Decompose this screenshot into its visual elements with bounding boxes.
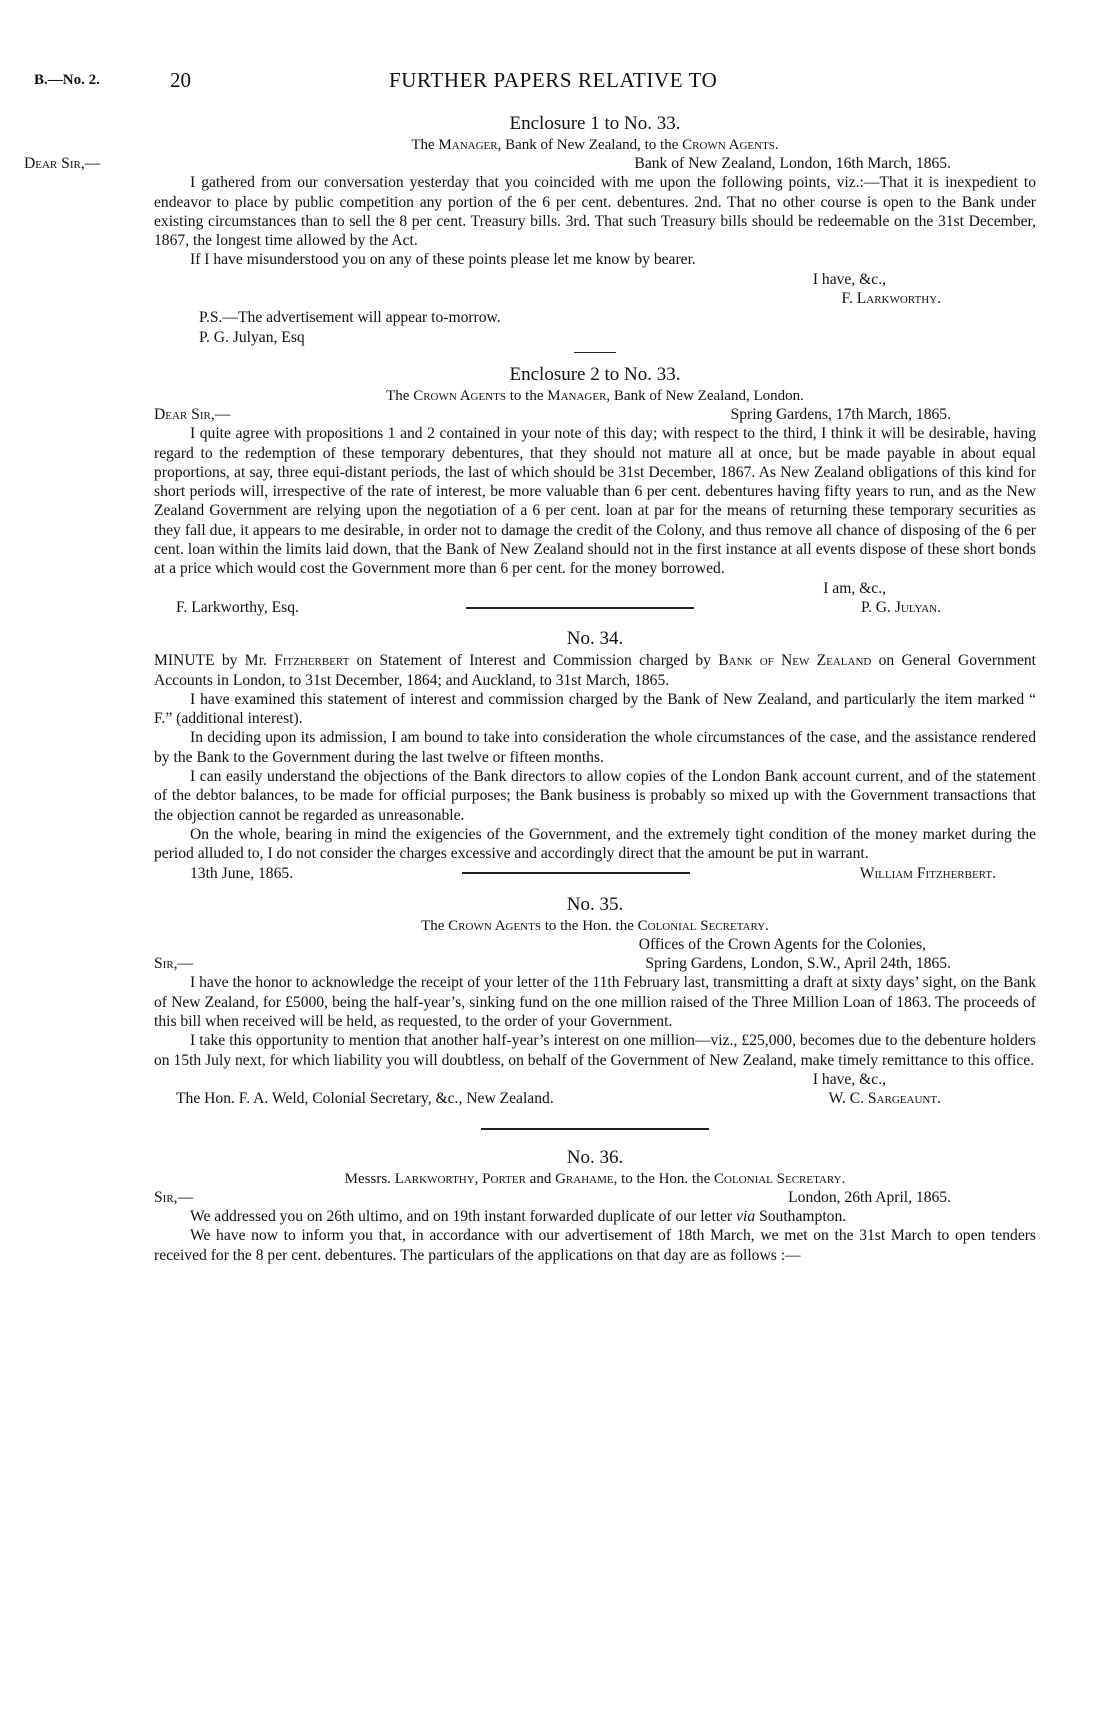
running-title: FURTHER PAPERS RELATIVE TO xyxy=(389,68,718,92)
paragraph: I quite agree with propositions 1 and 2 contained in your note of this day; with respect to the third, I think it will be desirable, having regard to the redemption of these temporary debentures, that they should not mature all at once, but be made payable in about equal proportions, at say, three equi-distant periods, the last of which should be 31st December, 1867. As New Zealand obligations of this kind for short periods will, irrespective of the rate of interest, be more valuable than 6 per cent. debentures having fifty years to run, and as the New Zealand Government are relying upon the negotiation of a 6 per cent. loan at par for the means of returning these temporary securities as they fall due, it appears to me desirable, in order not to damage the credit of the Colony, and thus remove all chance of disposing of the 6 per cent. loan within the limits laid down, that the Bank of New Zealand should not in the first instance at all events dispose of these short bonds at a price which would cost the Government more than 6 per cent. for the money borrowed. xyxy=(154,425,1036,578)
no-35-sign-row xyxy=(176,1089,1036,1108)
text: . xyxy=(765,917,769,934)
addressee: P. G. Julyan, Esq xyxy=(199,328,305,346)
place-date: London, 26th April, 1865. xyxy=(788,1188,951,1206)
place-date: Bank of New Zealand, London, 16th March, 1865. xyxy=(634,155,951,172)
signature: P. G. Julyan. xyxy=(861,598,941,616)
text: Manager xyxy=(438,137,498,153)
closing: I have, &c., xyxy=(812,1070,886,1088)
paragraph: I have the honor to acknowledge the receipt of your letter of the 11th February last, transmitting a draft at sixty days’ sight, on the Bank of New Zealand, for £5000, being the half-year’s, sinking fund on the one million raised of the Three Million Loan of 1863. The proceeds of this bill when received will be held, as requested, to the order of your Government. xyxy=(154,974,1036,1030)
no-35 xyxy=(154,893,1036,1138)
salutation: Dear Sir,— xyxy=(154,405,231,423)
text: Crown Agents xyxy=(448,917,541,934)
paragraph: I take this opportunity to mention that another half-year’s interest on one million—viz., £25,000, becomes due to the debenture holders on 15th July next, for which liability you will doubtless, on behalf of the Government of New Zealand, make timely remittance to this office. xyxy=(154,1032,1036,1069)
spacer xyxy=(154,883,1036,893)
content-column xyxy=(24,112,1036,1265)
enclosure-2-sign-row xyxy=(176,598,1036,617)
text: , Bank of New Zealand, to the xyxy=(497,137,683,153)
text: MINUTE by Mr. xyxy=(154,652,275,670)
enclosure-1-address-line xyxy=(24,154,1036,173)
page-number: 20 xyxy=(170,68,191,92)
enclosure-1-heading: Enclosure 1 to No. 33. xyxy=(509,113,681,134)
text: Manager xyxy=(547,387,607,404)
enclosure-2-subheading xyxy=(154,387,1036,405)
text: and xyxy=(525,1170,556,1187)
text: , to the Hon. the xyxy=(613,1170,715,1187)
text: via xyxy=(736,1208,756,1226)
paragraph: We have now to inform you that, in accordance with our advertisement of 18th March, we met on the 31st March to open tenders received for the 8 per cent. debentures. The particulars of the applications on that day are as follows :— xyxy=(154,1227,1036,1264)
no-34-sign-row xyxy=(190,864,1036,883)
no-35-heading: No. 35. xyxy=(566,893,624,915)
enclosure-2-address-line xyxy=(154,405,1036,424)
salutation: Sir,— xyxy=(154,955,194,973)
document-reference: B.—No. 2. xyxy=(34,72,100,88)
text: The xyxy=(421,917,449,934)
text: on Statement of Interest and Commission charged by xyxy=(349,652,719,670)
no-34-heading: No. 34. xyxy=(566,628,624,650)
closing: I have, &c., xyxy=(812,270,886,288)
text: Southampton. xyxy=(755,1208,847,1226)
no-36 xyxy=(154,1146,1036,1265)
text: We addressed you on 26th ultimo, and on 19th instant forwarded duplicate of our letter xyxy=(190,1208,737,1226)
no-36-address-line xyxy=(154,1188,1036,1207)
paragraph: In deciding upon its admission, I am bound to take into consideration the whole circumstances of the case, and the assistance rendered by the Bank to the Government during the last twelve or fifteen months. xyxy=(154,729,1036,766)
paragraph: I can easily understand the objections of the Bank directors to allow copies of the London Bank account current, and of the statement of the debtor balances, to be made for official purposes; the Bank business is probably so mixed up with the Government transactions that the objection cannot be regarded as unreasonable. xyxy=(154,768,1036,824)
divider xyxy=(574,352,616,353)
divider xyxy=(466,607,694,609)
text: , Bank of New Zealand, London. xyxy=(606,387,804,404)
text: Colonial Secretary xyxy=(637,917,766,934)
paragraph: I have examined this statement of interest and commission charged by the Bank of New Zealand, and particularly the item marked “ F.” (additional interest). xyxy=(154,690,1036,728)
place-date: Spring Gardens, London, S.W., April 24th, 1865. xyxy=(645,955,951,973)
page-header xyxy=(34,68,1054,96)
enclosure-1-subheading xyxy=(154,136,1036,154)
salutation: Dear Sir,— xyxy=(24,155,101,172)
paragraph: On the whole, bearing in mind the exigencies of the Government, and the extremely tight condition of the money market during the period alluded to, I do not consider the charges excessive and accordingly direct that the amount be put in warrant. xyxy=(154,825,1036,863)
text: . xyxy=(774,137,779,153)
spacer xyxy=(154,617,1036,627)
addressee: The Hon. F. A. Weld, Colonial Secretary, &c., New Zealand. xyxy=(176,1090,554,1108)
minute-title xyxy=(154,651,1036,690)
text: Fitzherbert xyxy=(274,652,350,670)
page-body xyxy=(22,112,1042,1265)
text: F. Larkworthy. xyxy=(841,290,941,308)
text: Messrs. xyxy=(344,1170,395,1187)
paragraph: I gathered from our conversation yesterday that you coincided with me upon the following points, viz.:—That it is inexpedient to endeavor to place by public competition any portion of the 6 per cent. debentures. 2nd. That no other course is open to the Bank under existing circumstances than to sell the 8 per cent. Treasury bills. 3rd. That such Treasury bills should be redeemable on the 31st December, 1867, the longest time allowed by the Act. xyxy=(154,174,1036,250)
paragraph: If I have misunderstood you on any of these points please let me know by bearer. xyxy=(190,251,696,269)
no-36-subheading xyxy=(154,1170,1036,1188)
no-35-subheading xyxy=(154,917,1036,935)
divider-row xyxy=(154,1118,1036,1137)
text: . xyxy=(841,1170,846,1187)
divider xyxy=(481,1128,709,1130)
place-date: Spring Gardens, 17th March, 1865. xyxy=(730,405,951,423)
text: The xyxy=(411,137,439,153)
no-36-heading: No. 36. xyxy=(566,1146,624,1168)
postscript: P.S.—The advertisement will appear to-morrow. xyxy=(199,309,501,327)
text: on General Government Accounts in London, to 31st December, 1864; and Auckland, to 31st March, 1865. xyxy=(154,652,1036,689)
no-35-address-line xyxy=(154,954,1036,973)
text: Crown Agents xyxy=(682,137,775,153)
text: Crown Agents xyxy=(413,387,506,404)
date: 13th June, 1865. xyxy=(190,864,294,882)
closing: I am, &c., xyxy=(823,579,886,597)
enclosure-2-heading: Enclosure 2 to No. 33. xyxy=(509,363,681,385)
enclosure-1 xyxy=(24,112,1036,353)
text: to the xyxy=(506,387,548,404)
text: Bank of New Zealand xyxy=(718,652,872,670)
signature xyxy=(154,289,1036,308)
no-34 xyxy=(154,627,1036,893)
paragraph xyxy=(154,1207,1036,1226)
text: Grahame xyxy=(555,1170,614,1187)
salutation: Sir,— xyxy=(154,1188,194,1206)
signature: W. C. Sargeaunt. xyxy=(828,1090,941,1108)
text: to the Hon. the xyxy=(540,917,638,934)
addressee: F. Larkworthy, Esq. xyxy=(176,598,299,616)
office-line: Offices of the Crown Agents for the Colonies, xyxy=(638,935,926,953)
divider xyxy=(462,872,690,874)
text: The xyxy=(386,387,414,404)
text: Colonial Secretary xyxy=(714,1170,842,1187)
text: Larkworthy, Porter xyxy=(394,1170,526,1187)
enclosure-2 xyxy=(154,363,1036,627)
signature: William Fitzherbert. xyxy=(859,864,996,882)
